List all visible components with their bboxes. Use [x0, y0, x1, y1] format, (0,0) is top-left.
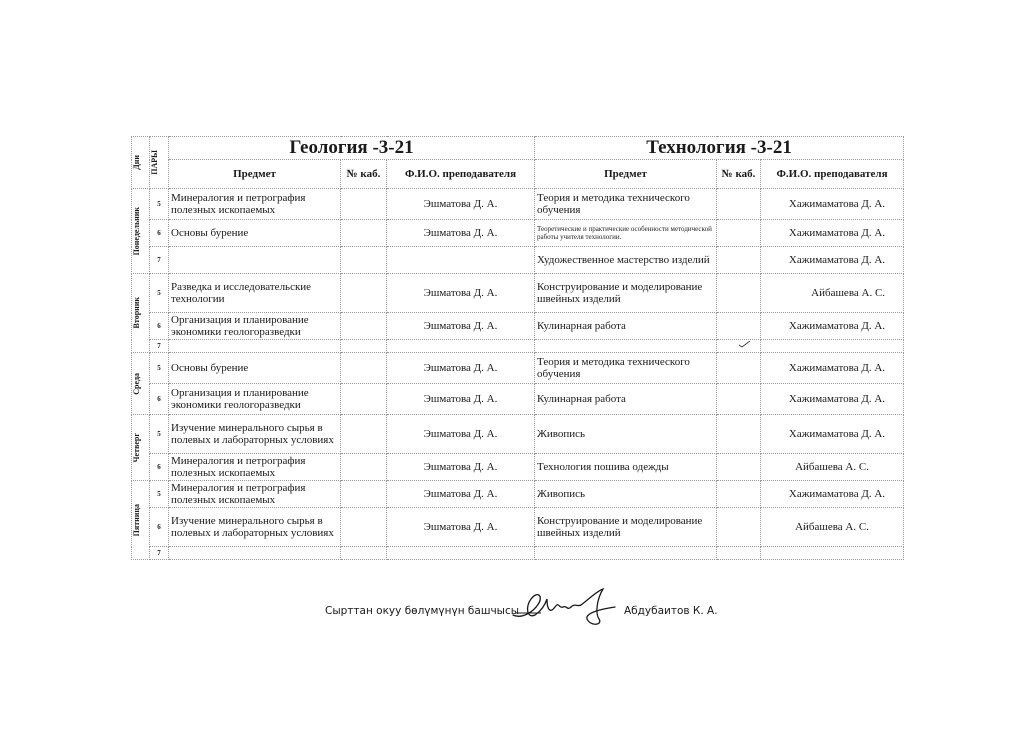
- tech-room: [717, 247, 761, 274]
- tech-room: [717, 508, 761, 547]
- days-header-cell: [132, 137, 150, 189]
- signature-block: [325, 597, 745, 627]
- tech-subject: [535, 340, 717, 353]
- geo-subject: Основы бурение: [169, 220, 341, 247]
- tech-room: [717, 384, 761, 415]
- pair-number: 6: [150, 313, 169, 340]
- pair-number: 6: [150, 454, 169, 481]
- column-header-row: [132, 160, 904, 189]
- day-label: Понедельник: [132, 206, 141, 256]
- table-row: [132, 189, 904, 220]
- day-cell-wednesday: [132, 353, 150, 415]
- schedule-table: [131, 136, 904, 560]
- day-cell-friday: [132, 481, 150, 560]
- tech-teacher: Айбашева А. С.: [761, 508, 904, 547]
- geo-subject: [169, 547, 341, 560]
- tech-subject-header: Предмет: [535, 160, 717, 189]
- pair-number: 6: [150, 508, 169, 547]
- geo-room: [341, 189, 387, 220]
- geo-teacher: [387, 247, 535, 274]
- geo-teacher: Эшматова Д. А.: [387, 353, 535, 384]
- geo-subject: Организация и планирование экономики геологоразведки: [169, 313, 341, 340]
- geo-teacher: Эшматова Д. А.: [387, 313, 535, 340]
- signatory-name: Абдубаитов К. А.: [624, 605, 718, 617]
- geo-room: [341, 508, 387, 547]
- tech-room: [717, 189, 761, 220]
- geo-teacher: Эшматова Д. А.: [387, 274, 535, 313]
- geo-room: [341, 220, 387, 247]
- geo-teacher: Эшматова Д. А.: [387, 454, 535, 481]
- geo-room: [341, 454, 387, 481]
- geo-room: [341, 274, 387, 313]
- geo-room: [341, 547, 387, 560]
- tech-subject: Живопись: [535, 481, 717, 508]
- geo-teacher: Эшматова Д. А.: [387, 384, 535, 415]
- tech-subject: Теория и методика технического обучения: [535, 189, 717, 220]
- table-row: [132, 415, 904, 454]
- pair-number: 5: [150, 274, 169, 313]
- geo-room: [341, 313, 387, 340]
- tech-teacher: Хажимаматова Д. А.: [761, 415, 904, 454]
- tech-teacher: Хажимаматова Д. А.: [761, 247, 904, 274]
- geo-room: [341, 353, 387, 384]
- geo-teacher: Эшматова Д. А.: [387, 415, 535, 454]
- tech-room: [717, 353, 761, 384]
- tech-room: [717, 220, 761, 247]
- geo-room-header: № каб.: [341, 160, 387, 189]
- tech-subject: Теоретические и практические особенности методической работы учителя технологии.: [535, 220, 717, 247]
- tech-room-header: № каб.: [717, 160, 761, 189]
- tech-room: [717, 415, 761, 454]
- tech-subject: Конструирование и моделирование швейных изделий: [535, 508, 717, 547]
- tech-room: [717, 481, 761, 508]
- day-cell-thursday: [132, 415, 150, 481]
- geo-subject: Основы бурение: [169, 353, 341, 384]
- day-label: Четверг: [132, 432, 141, 463]
- geo-subject: Минералогия и петрография полезных ископаемых: [169, 189, 341, 220]
- geo-room: [341, 384, 387, 415]
- tech-subject: Технология пошива одежды: [535, 454, 717, 481]
- table-row: [132, 313, 904, 340]
- pair-number: 7: [150, 547, 169, 560]
- geo-teacher: [387, 340, 535, 353]
- geo-room: [341, 247, 387, 274]
- day-label: Среда: [132, 372, 141, 395]
- pairs-header: ПАРЫ: [150, 150, 159, 175]
- table-row: [132, 454, 904, 481]
- signature-icon: [511, 585, 621, 629]
- pair-number: 5: [150, 189, 169, 220]
- pair-number: 5: [150, 481, 169, 508]
- geo-teacher: Эшматова Д. А.: [387, 220, 535, 247]
- tech-teacher: Хажимаматова Д. А.: [761, 384, 904, 415]
- day-cell-monday: [132, 189, 150, 274]
- geo-subject: [169, 340, 341, 353]
- tech-room: [717, 454, 761, 481]
- tech-subject: Кулинарная работа: [535, 384, 717, 415]
- table-row: [132, 508, 904, 547]
- table-row: [132, 220, 904, 247]
- tech-subject: Художественное мастерство изделий: [535, 247, 717, 274]
- pair-number: 7: [150, 247, 169, 274]
- table-row: [132, 274, 904, 313]
- day-label: Вторник: [132, 297, 141, 329]
- geo-teacher: [387, 547, 535, 560]
- tech-teacher: Хажимаматова Д. А.: [761, 189, 904, 220]
- table-row: [132, 247, 904, 274]
- tech-room: [717, 313, 761, 340]
- geo-subject: Изучение минерального сырья в полевых и лабораторных условиях: [169, 415, 341, 454]
- table-row: [132, 481, 904, 508]
- tech-subject: Живопись: [535, 415, 717, 454]
- geo-room: [341, 340, 387, 353]
- schedule-sheet: [131, 136, 903, 560]
- geo-subject: Разведка и исследовательские технологии: [169, 274, 341, 313]
- days-header: Дни: [132, 155, 141, 170]
- tech-subject: Теория и методика технического обучения: [535, 353, 717, 384]
- group-title-row: [132, 137, 904, 160]
- geo-subject: Изучение минерального сырья в полевых и лабораторных условиях: [169, 508, 341, 547]
- geo-room: [341, 481, 387, 508]
- geo-subject: Минералогия и петрография полезных ископаемых: [169, 454, 341, 481]
- table-row: [132, 547, 904, 560]
- signatory-position: Сырттан окуу бөлүмүнүн башчысы: [325, 605, 520, 617]
- pair-number: 7: [150, 340, 169, 353]
- table-row: [132, 340, 904, 353]
- table-row: [132, 353, 904, 384]
- geo-subject: [169, 247, 341, 274]
- geo-teacher: Эшматова Д. А.: [387, 508, 535, 547]
- pairs-header-cell: [150, 137, 169, 189]
- tech-teacher: Хажимаматова Д. А.: [761, 481, 904, 508]
- pair-number: 5: [150, 415, 169, 454]
- tech-teacher: Хажимаматова Д. А.: [761, 353, 904, 384]
- group-title-geology: Геология -3-21: [169, 137, 535, 160]
- geo-teacher: Эшматова Д. А.: [387, 189, 535, 220]
- pair-number: 6: [150, 220, 169, 247]
- tech-teacher: [761, 340, 904, 353]
- tech-teacher: Айбашева А. С.: [761, 454, 904, 481]
- day-cell-tuesday: [132, 274, 150, 353]
- tech-room: [717, 547, 761, 560]
- tech-teacher: Айбашева А. С.: [761, 274, 904, 313]
- tech-subject: [535, 547, 717, 560]
- tech-teacher-header: Ф.И.О. преподавателя: [761, 160, 904, 189]
- table-row: [132, 384, 904, 415]
- tech-teacher: [761, 547, 904, 560]
- geo-teacher: Эшматова Д. А.: [387, 481, 535, 508]
- day-label: Пятница: [132, 503, 141, 537]
- tech-subject: Кулинарная работа: [535, 313, 717, 340]
- tech-subject: Конструирование и моделирование швейных изделий: [535, 274, 717, 313]
- pair-number: 5: [150, 353, 169, 384]
- geo-subject: Организация и планирование экономики геологоразведки: [169, 384, 341, 415]
- pair-number: 6: [150, 384, 169, 415]
- geo-subject: Минералогия и петрография полезных ископаемых: [169, 481, 341, 508]
- geo-subject-header: Предмет: [169, 160, 341, 189]
- geo-room: [341, 415, 387, 454]
- tech-teacher: Хажимаматова Д. А.: [761, 313, 904, 340]
- tech-teacher: Хажимаматова Д. А.: [761, 220, 904, 247]
- tech-room: [717, 274, 761, 313]
- check-mark-icon: [738, 339, 752, 349]
- geo-teacher-header: Ф.И.О. преподавателя: [387, 160, 535, 189]
- group-title-technology: Технология -3-21: [535, 137, 904, 160]
